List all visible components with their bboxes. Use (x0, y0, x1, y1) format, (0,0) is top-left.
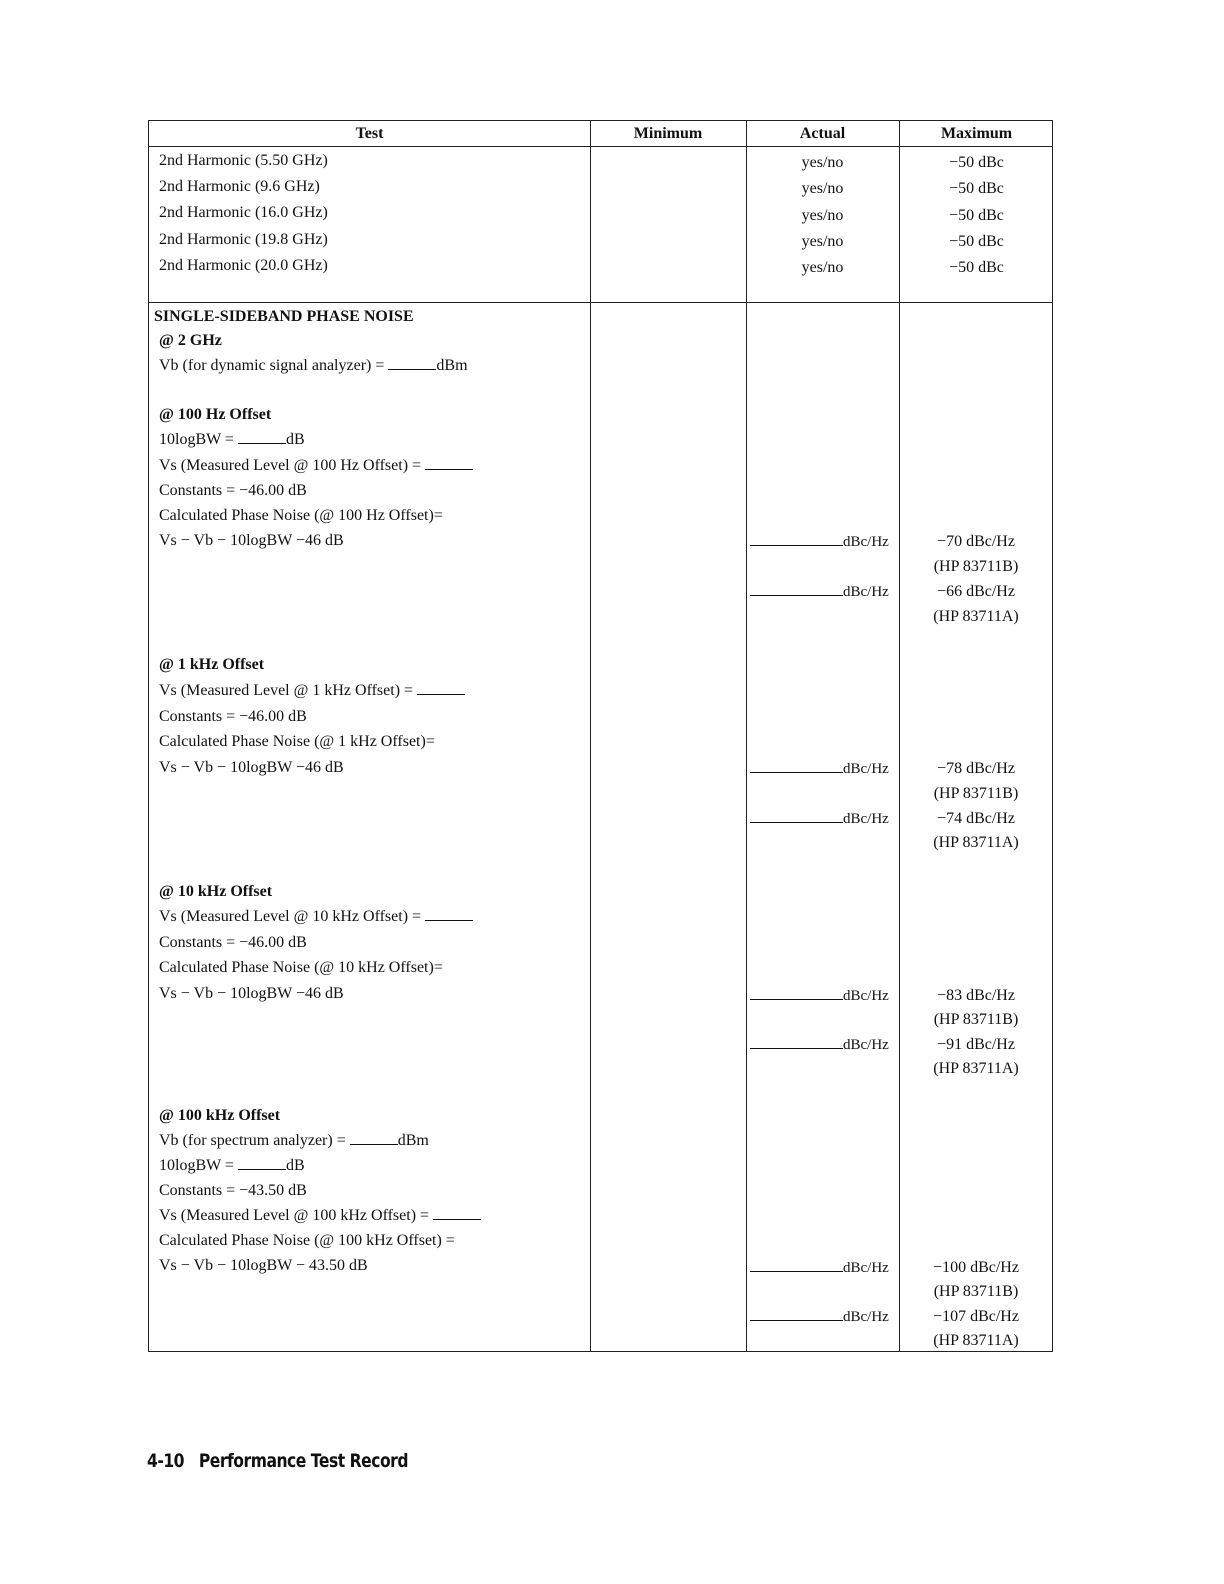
max-100hz-b: −70 dBc/Hz (937, 533, 1015, 550)
section-divider (149, 302, 1052, 303)
offset-1khz-title: @ 1 kHz Offset (159, 656, 265, 673)
harmonic-test: 2nd Harmonic (5.50 GHz) (159, 152, 328, 169)
vs-field[interactable] (433, 1207, 481, 1220)
actual-field[interactable] (750, 1308, 843, 1321)
actual-field[interactable] (750, 810, 843, 823)
max-100khz-a: −107 dBc/Hz (933, 1308, 1019, 1325)
column-divider (746, 121, 747, 1351)
bw-100khz-line (159, 1157, 305, 1175)
model-100hz-b: (HP 83711B) (933, 558, 1019, 575)
harmonic-actual: yes/no (801, 180, 844, 197)
model-10khz-b: (HP 83711B) (933, 1011, 1019, 1028)
actual-100hz-b (750, 533, 900, 551)
max-100hz-a: −66 dBc/Hz (937, 583, 1015, 600)
harmonic-actual: yes/no (801, 259, 844, 276)
page-footer: 4-10 Performance Test Record (147, 1450, 409, 1472)
vs-label: Vs (Measured Level @ 100 kHz Offset) = (159, 1207, 434, 1224)
actual-unit: dBc/Hz (843, 1037, 889, 1053)
vb-sa-label: Vb (for spectrum analyzer) = (159, 1132, 350, 1149)
vs-field[interactable] (425, 457, 473, 470)
actual-field[interactable] (750, 760, 843, 773)
performance-test-table (148, 120, 1053, 1352)
harmonic-test: 2nd Harmonic (9.6 GHz) (159, 178, 320, 195)
vs-100hz-line (159, 457, 473, 475)
vb-dsa-line (159, 357, 468, 375)
vb-sa-unit: dBm (397, 1132, 429, 1149)
actual-unit: dBc/Hz (843, 584, 889, 600)
calc-100hz: Calculated Phase Noise (@ 100 Hz Offset)= (159, 507, 443, 524)
vb-dsa-field[interactable] (388, 357, 436, 370)
harmonic-actual: yes/no (801, 233, 844, 250)
formula-100khz: Vs − Vb − 10logBW − 43.50 dB (159, 1257, 368, 1274)
harmonic-maximum: −50 dBc (949, 180, 1004, 197)
vs-100khz-line (159, 1207, 481, 1225)
formula-10khz: Vs − Vb − 10logBW −46 dB (159, 985, 344, 1002)
harmonic-maximum: −50 dBc (949, 233, 1004, 250)
constants-10khz: Constants = −46.00 dB (159, 934, 307, 951)
vs-label: Vs (Measured Level @ 10 kHz Offset) = (159, 908, 426, 925)
bw-100hz-line (159, 431, 305, 449)
actual-10khz-a (750, 1036, 900, 1054)
bw-unit: dB (285, 431, 305, 448)
calc-100khz: Calculated Phase Noise (@ 100 kHz Offset) = (159, 1232, 455, 1249)
formula-1khz: Vs − Vb − 10logBW −46 dB (159, 759, 344, 776)
actual-unit: dBc/Hz (843, 761, 889, 777)
vs-field[interactable] (417, 682, 465, 695)
bw-unit: dB (285, 1157, 305, 1174)
offset-100khz-title: @ 100 kHz Offset (159, 1107, 281, 1124)
bw-label: 10logBW = (159, 1157, 238, 1174)
harmonic-maximum: −50 dBc (949, 259, 1004, 276)
constants-100khz: Constants = −43.50 dB (159, 1182, 307, 1199)
actual-field[interactable] (750, 987, 843, 1000)
actual-field[interactable] (750, 1259, 843, 1272)
actual-unit: dBc/Hz (843, 534, 889, 550)
actual-100khz-b (750, 1259, 900, 1277)
actual-field[interactable] (750, 533, 843, 546)
model-100khz-a: (HP 83711A) (933, 1332, 1019, 1349)
constants-100hz: Constants = −46.00 dB (159, 482, 307, 499)
harmonic-actual: yes/no (801, 154, 844, 171)
actual-unit: dBc/Hz (843, 1260, 889, 1276)
formula-100hz: Vs − Vb − 10logBW −46 dB (159, 532, 344, 549)
column-divider (590, 121, 591, 1351)
actual-1khz-a (750, 810, 900, 828)
header-minimum: Minimum (633, 125, 703, 142)
calc-1khz: Calculated Phase Noise (@ 1 kHz Offset)= (159, 733, 435, 750)
actual-unit: dBc/Hz (843, 811, 889, 827)
bw-field[interactable] (238, 1157, 286, 1170)
actual-100khz-a (750, 1308, 900, 1326)
actual-field[interactable] (750, 583, 843, 596)
vs-label: Vs (Measured Level @ 100 Hz Offset) = (159, 457, 426, 474)
actual-unit: dBc/Hz (843, 988, 889, 1004)
vb-sa-line (159, 1132, 429, 1150)
harmonic-test: 2nd Harmonic (19.8 GHz) (159, 231, 328, 248)
harmonic-actual: yes/no (801, 207, 844, 224)
vs-field[interactable] (425, 908, 473, 921)
vs-1khz-line (159, 682, 465, 700)
vs-label: Vs (Measured Level @ 1 kHz Offset) = (159, 682, 418, 699)
bw-field[interactable] (238, 431, 286, 444)
actual-100hz-a (750, 583, 900, 601)
model-1khz-b: (HP 83711B) (933, 785, 1019, 802)
harmonic-maximum: −50 dBc (949, 154, 1004, 171)
header-divider (149, 146, 1052, 147)
model-100hz-a: (HP 83711A) (933, 608, 1019, 625)
actual-1khz-b (750, 760, 900, 778)
harmonic-maximum: −50 dBc (949, 207, 1004, 224)
actual-10khz-b (750, 987, 900, 1005)
actual-field[interactable] (750, 1036, 843, 1049)
constants-1khz: Constants = −46.00 dB (159, 708, 307, 725)
max-1khz-b: −78 dBc/Hz (937, 760, 1015, 777)
column-divider (899, 121, 900, 1351)
harmonic-test: 2nd Harmonic (20.0 GHz) (159, 257, 328, 274)
model-1khz-a: (HP 83711A) (933, 834, 1019, 851)
at-2ghz-label: @ 2 GHz (159, 332, 222, 349)
max-1khz-a: −74 dBc/Hz (937, 810, 1015, 827)
offset-10khz-title: @ 10 kHz Offset (159, 883, 273, 900)
max-10khz-a: −91 dBc/Hz (937, 1036, 1015, 1053)
vb-dsa-unit: dBm (436, 357, 468, 374)
calc-10khz: Calculated Phase Noise (@ 10 kHz Offset)= (159, 959, 443, 976)
header-maximum: Maximum (940, 125, 1013, 142)
header-test: Test (355, 125, 384, 142)
harmonic-test: 2nd Harmonic (16.0 GHz) (159, 204, 328, 221)
max-100khz-b: −100 dBc/Hz (933, 1259, 1019, 1276)
ssb-title: SINGLE-SIDEBAND PHASE NOISE (154, 308, 414, 325)
offset-100hz-title: @ 100 Hz Offset (159, 406, 272, 423)
vs-10khz-line (159, 908, 473, 926)
bw-label: 10logBW = (159, 431, 238, 448)
actual-unit: dBc/Hz (843, 1309, 889, 1325)
vb-sa-field[interactable] (350, 1132, 398, 1145)
max-10khz-b: −83 dBc/Hz (937, 987, 1015, 1004)
vb-dsa-label: Vb (for dynamic signal analyzer) = (159, 357, 389, 374)
model-100khz-b: (HP 83711B) (933, 1283, 1019, 1300)
model-10khz-a: (HP 83711A) (933, 1060, 1019, 1077)
header-actual: Actual (799, 125, 846, 142)
